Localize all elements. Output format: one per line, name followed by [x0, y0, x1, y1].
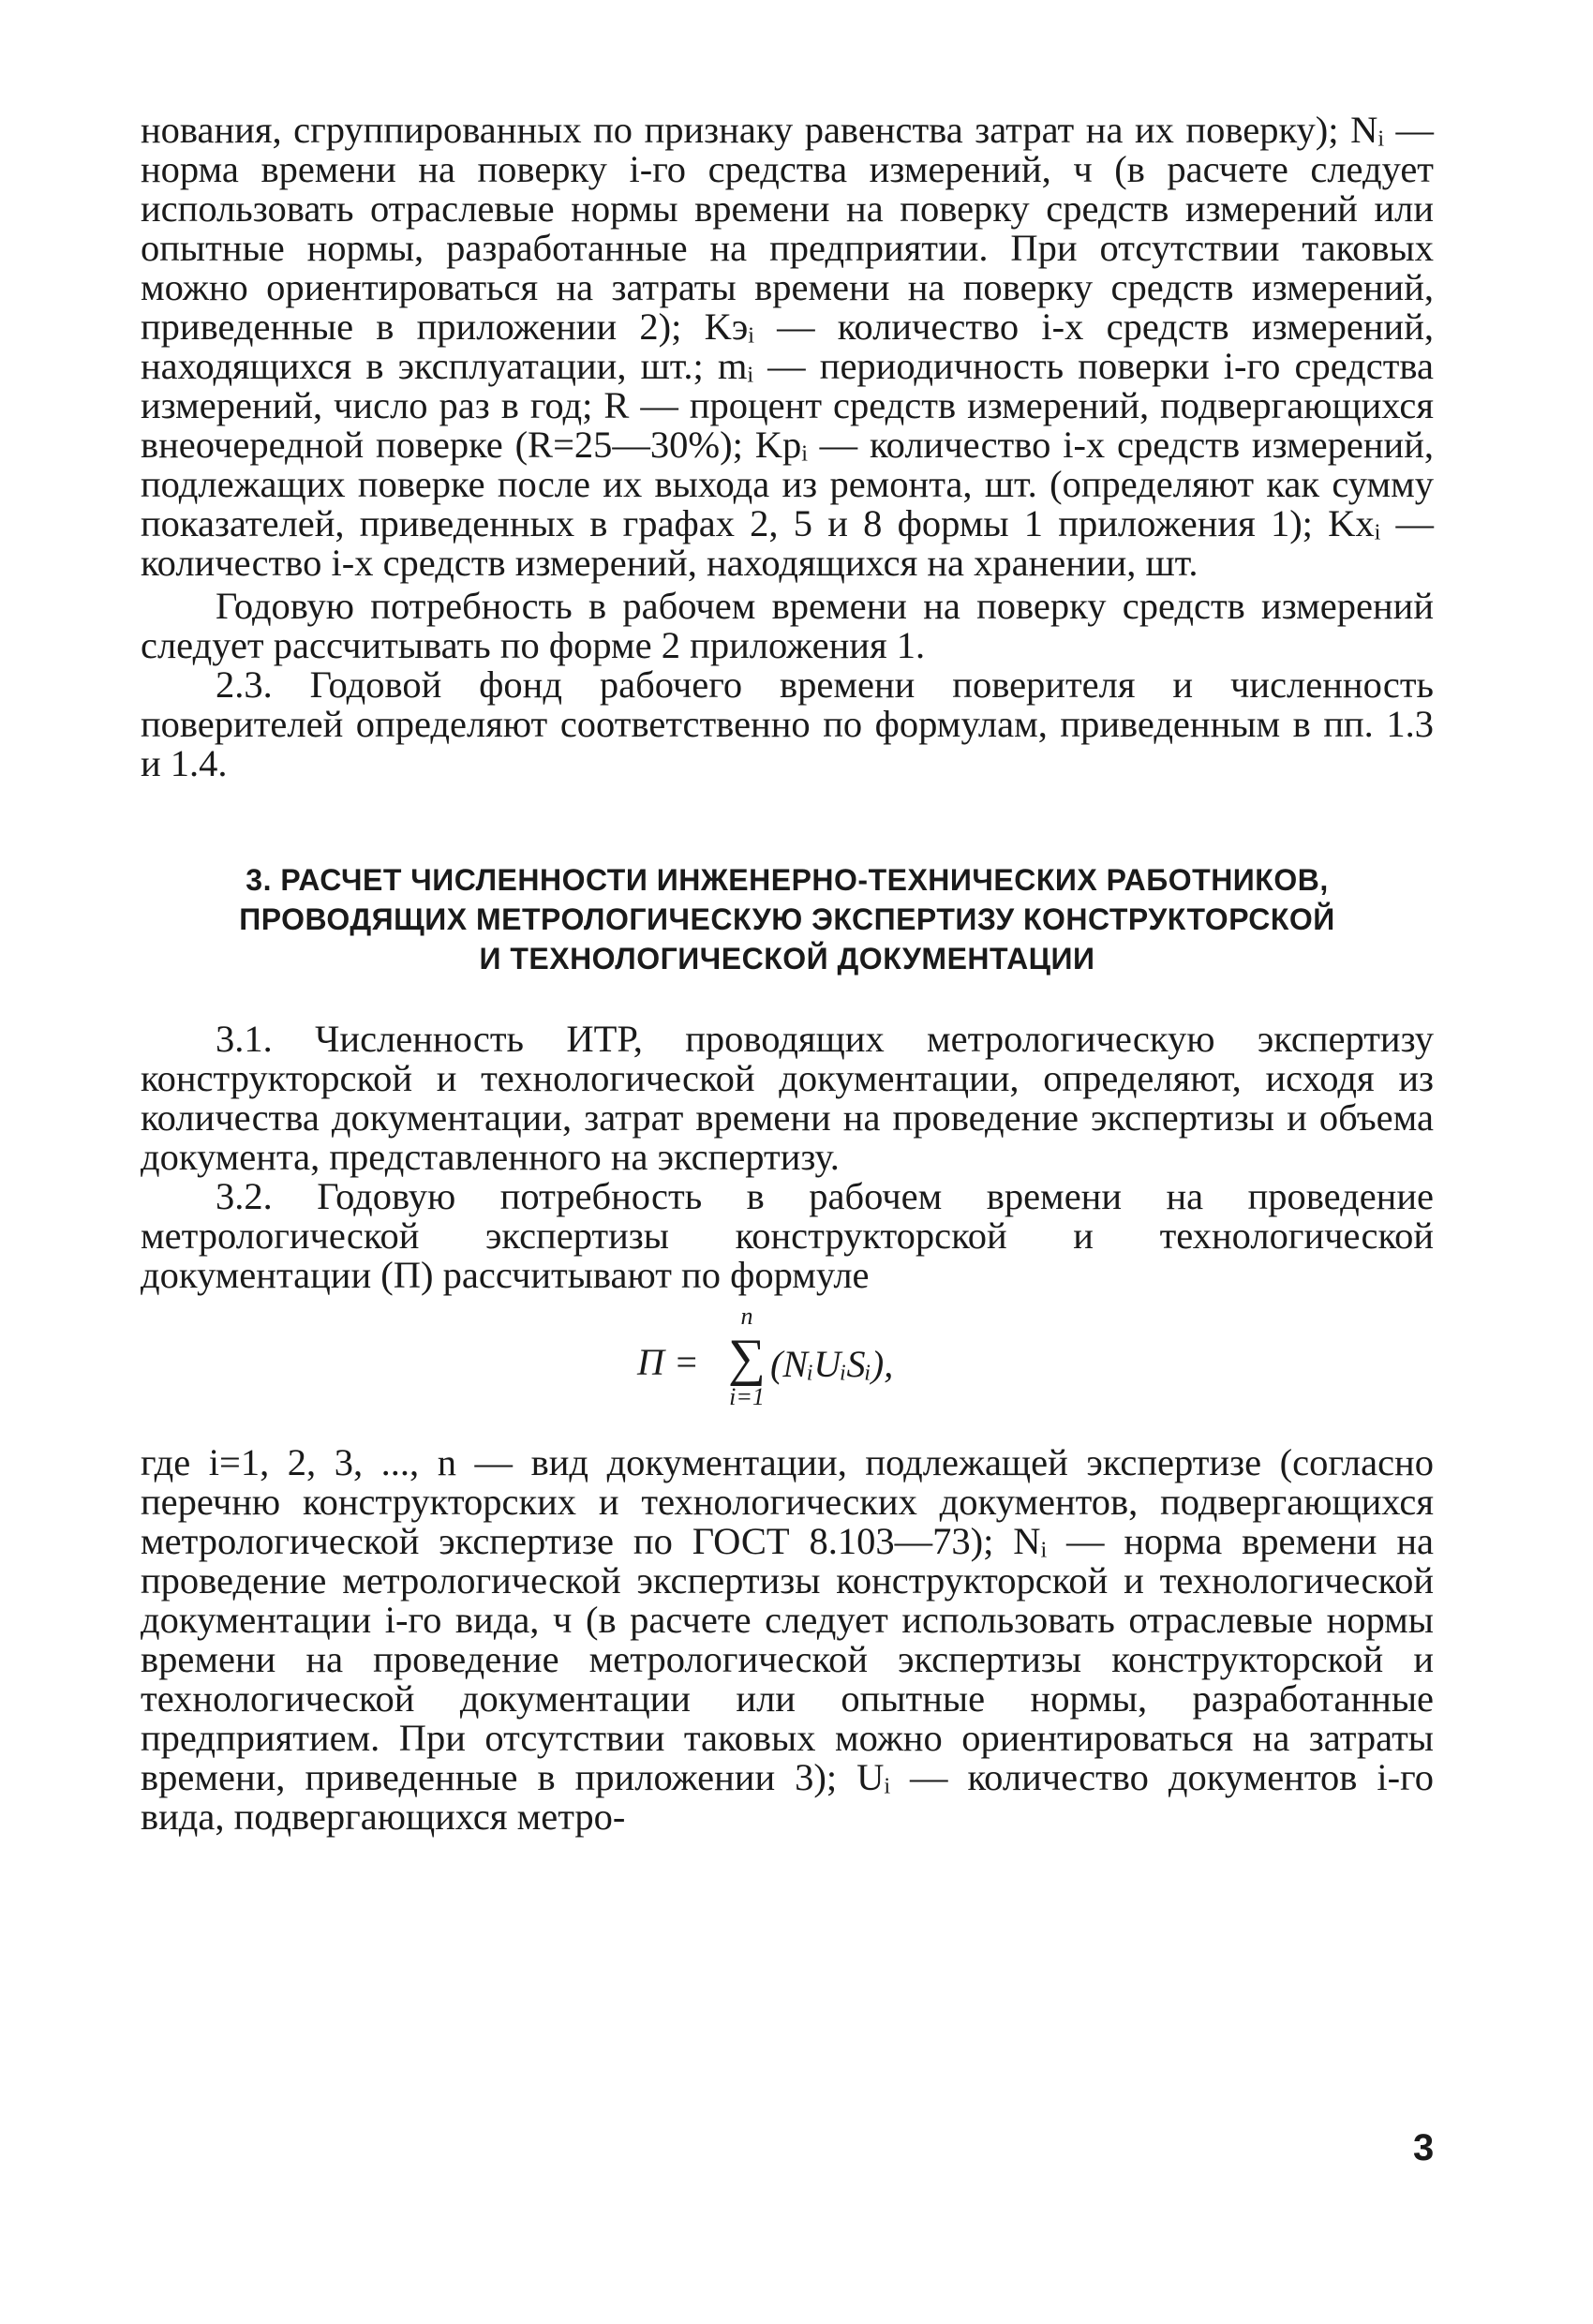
section-heading — [141, 860, 1434, 978]
formula-summation — [723, 1303, 770, 1409]
formula — [141, 1303, 1434, 1434]
formula-lower-limit: i=1 — [729, 1383, 765, 1410]
document-page — [141, 111, 1434, 1837]
section-heading-line-2: ПРОВОДЯЩИХ МЕТРОЛОГИЧЕСКУЮ ЭКСПЕРТИЗУ КОНСТРУКТОРСКОЙ — [239, 902, 1335, 936]
formula-upper-limit: n — [740, 1303, 753, 1330]
paragraph-where: где i=1, 2, 3, ..., n — вид документации, подлежащей экспертизе (согласно перечню конструкторских и технологических документов, подвергающихся метрологической экспертизе по ГОСТ 8.103—73); Nᵢ — норма времени на проведение метрологической экспертизы конструкторской и технологической документации i-го вида, ч (в расчете следует использовать отраслевые нормы времени на проведение метрологической экспертизы конструкторской и технологической документации или опытные нормы, разработанные предприятием. При отсутствии таковых можно ориентироваться на затраты времени, приведенные в приложении 3); Uᵢ — количество документов i-го вида, подвергающихся метро- — [141, 1441, 1434, 1838]
formula-rhs: (NᵢUᵢSᵢ), — [770, 1343, 894, 1385]
section-heading-line-1: 3. РАСЧЕТ ЧИСЛЕННОСТИ ИНЖЕНЕРНО-ТЕХНИЧЕСКИХ РАБОТНИКОВ, — [246, 863, 1329, 897]
page-number: 3 — [1413, 2127, 1435, 2168]
paragraph-3-1: 3.1. Численность ИТР, проводящих метрологическую экспертизу конструкторской и технологической документации, определяют, исходя из количества документации, затрат времени на проведение экспертизы и объема документа, представленного на экспертизу. — [141, 1018, 1434, 1178]
sigma-symbol: ∑ — [728, 1329, 766, 1387]
paragraph-continuation: нования, сгруппированных по признаку равенства затрат на их поверку); Nᵢ — норма времени на поверку i-го средства измерений, ч (в расчете следует использовать отраслевые нормы времени на поверку средств измерений или опытные нормы, разработанные на предприятии. При отсутствии таковых можно ориентироваться на затраты времени на поверку средств измерений, приведенные в приложении 2); Kэᵢ — количество i-х средств измерений, находящихся в эксплуатации, шт.; mᵢ — периодичность поверки i-го средства измерений, число раз в год; R — процент средств измерений, подвергающихся внеочередной поверке (R=25—30%); Kрᵢ — количество i-х средств измерений, подлежащих поверке после их выхода из ремонта, шт. (определяют как сумму показателей, приведенных в графах 2, 5 и 8 формы 1 приложения 1); Kхᵢ —количество i-х средств измерений, находящихся на хранении, шт. — [141, 109, 1434, 584]
formula-lhs: П = — [637, 1341, 699, 1383]
paragraph-annual-need: Годовую потребность в рабочем времени на поверку средств измерений следует рассчитывать по форме 2 приложения 1. — [141, 585, 1434, 666]
paragraph-2-3: 2.3. Годовой фонд рабочего времени поверителя и численность поверителей определяют соответственно по формулам, приведенным в пп. 1.3 и 1.4. — [141, 663, 1434, 784]
section-heading-line-3: И ТЕХНОЛОГИЧЕСКОЙ ДОКУМЕНТАЦИИ — [479, 942, 1095, 976]
paragraph-3-2: 3.2. Годовую потребность в рабочем времени на проведение метрологической экспертизы конструкторской и технологической документации (П) рассчитывают по формуле — [141, 1175, 1434, 1296]
